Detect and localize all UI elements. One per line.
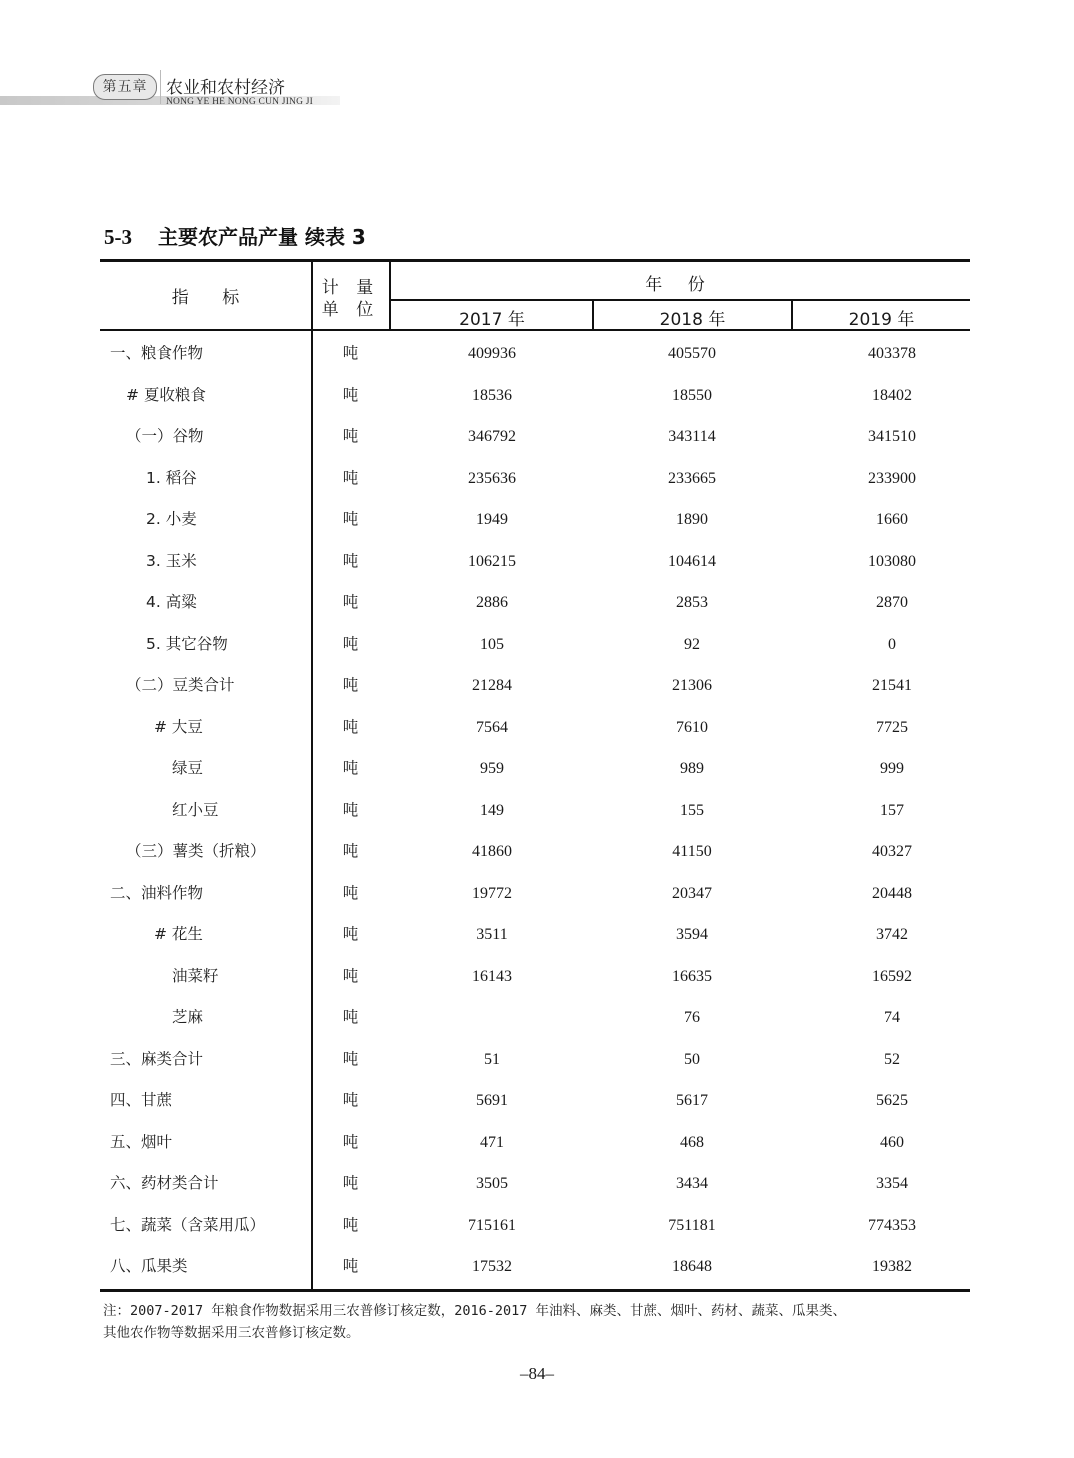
row-unit: 吨 <box>342 676 359 694</box>
row-indicator: 五、烟叶 <box>110 1132 173 1151</box>
row-unit: 吨 <box>342 883 359 902</box>
row-value: 16592 <box>872 967 912 985</box>
table-number: 5-3 <box>104 225 132 249</box>
row-unit: 吨 <box>342 593 359 611</box>
row-indicator: 2. 小麦 <box>146 510 197 528</box>
table-row <box>100 1039 970 1081</box>
table-row <box>100 914 970 956</box>
row-value: 3434 <box>676 1175 708 1192</box>
row-indicator: 六、药材类合计 <box>110 1174 219 1192</box>
row-indicator: 4. 高粱 <box>146 593 197 611</box>
table-row <box>100 707 970 749</box>
table-row <box>100 499 970 541</box>
row-value: 5625 <box>876 1092 908 1109</box>
row-value: 21541 <box>872 677 912 694</box>
row-value: 989 <box>680 760 704 777</box>
header-year-2019: 2019 年 <box>848 310 915 330</box>
row-value: 21284 <box>472 677 512 694</box>
row-value: 460 <box>880 1133 904 1151</box>
year-header-rule <box>390 299 970 301</box>
table-row <box>100 458 970 500</box>
header-year-2017: 2017 年 <box>459 310 525 330</box>
row-value: 18402 <box>872 386 912 404</box>
table-row <box>100 541 970 583</box>
chapter-subtitle: NONG YE HE NONG CUN JING JI <box>166 97 314 107</box>
row-value: 16635 <box>672 967 712 985</box>
table-note <box>103 1300 973 1344</box>
table-row <box>100 1163 970 1205</box>
row-value: 403378 <box>868 345 916 362</box>
row-value: 3354 <box>876 1175 908 1192</box>
row-unit: 吨 <box>342 468 359 487</box>
note-line-1: 注：2007-2017 年粮食作物数据采用三农普修订核定数，2016-2017 年油料、麻类、甘蔗、烟叶、药材、蔬菜、瓜果类、 <box>103 1303 847 1319</box>
header-year-group: 年 份 <box>645 275 715 295</box>
row-value: 409936 <box>468 345 516 362</box>
header-unit-line1: 计 量 <box>321 278 380 298</box>
row-value: 41150 <box>672 843 712 860</box>
table-row <box>100 1246 970 1288</box>
row-value: 18648 <box>672 1258 712 1275</box>
row-indicator: 绿豆 <box>172 759 204 777</box>
table-row <box>100 665 970 707</box>
row-indicator: 5. 其它谷物 <box>146 634 228 653</box>
row-unit: 吨 <box>342 842 359 860</box>
table-top-rule <box>100 259 970 262</box>
table-row <box>100 831 970 873</box>
row-value: 155 <box>680 801 704 819</box>
row-value: 3594 <box>676 926 708 943</box>
table-bottom-rule <box>100 1289 970 1292</box>
row-unit: 吨 <box>342 1008 359 1026</box>
row-value: 343114 <box>668 428 716 445</box>
header-unit <box>312 277 389 321</box>
row-unit: 吨 <box>342 634 359 653</box>
row-unit: 吨 <box>342 510 359 528</box>
row-indicator: # 大豆 <box>154 717 203 736</box>
row-value <box>392 997 592 1039</box>
header-divider <box>160 70 161 104</box>
row-unit: 吨 <box>342 344 359 362</box>
row-unit: 吨 <box>342 427 359 445</box>
table-row <box>100 873 970 915</box>
row-value: 715161 <box>468 1216 516 1234</box>
row-unit: 吨 <box>342 1049 359 1068</box>
row-value: 105 <box>480 635 504 653</box>
row-value: 2886 <box>476 594 508 611</box>
row-value: 751181 <box>668 1216 716 1234</box>
row-value: 0 <box>888 635 896 653</box>
row-unit: 吨 <box>342 966 359 985</box>
table-row <box>100 1122 970 1164</box>
row-value: 17532 <box>472 1258 512 1275</box>
row-value: 5691 <box>476 1092 508 1109</box>
table-row <box>100 582 970 624</box>
row-value: 20347 <box>672 884 712 902</box>
row-indicator: （三）薯类（折粮） <box>126 842 266 860</box>
row-indicator: 红小豆 <box>172 800 219 819</box>
table-row <box>100 1080 970 1122</box>
row-indicator: 四、甘蔗 <box>110 1091 173 1109</box>
row-value: 92 <box>684 635 700 653</box>
row-value: 106215 <box>468 552 516 570</box>
row-value: 959 <box>480 760 504 777</box>
page-number: –84– <box>520 1364 554 1383</box>
row-value: 7610 <box>676 718 708 736</box>
chapter-badge: 第五章 <box>93 74 157 100</box>
row-value: 471 <box>480 1133 504 1151</box>
row-value: 104614 <box>668 552 716 570</box>
row-value: 405570 <box>668 345 716 362</box>
row-value: 774353 <box>868 1216 916 1234</box>
row-value: 157 <box>880 801 904 819</box>
row-value: 7564 <box>476 718 508 736</box>
row-value: 50 <box>684 1050 700 1068</box>
row-value: 21306 <box>672 677 712 694</box>
table-row <box>100 375 970 417</box>
row-value: 41860 <box>472 843 512 860</box>
header-year-2018: 2018 年 <box>659 310 726 330</box>
row-value: 7725 <box>876 718 908 736</box>
row-value: 5617 <box>676 1092 708 1109</box>
row-value: 346792 <box>468 428 516 445</box>
row-unit: 吨 <box>342 717 359 736</box>
row-value: 1949 <box>476 511 508 528</box>
chapter-title: 农业和农村经济 <box>166 78 285 98</box>
note-line-2: 其他农作物等数据采用三农普修订核定数。 <box>103 1325 360 1341</box>
row-value: 74 <box>884 1009 900 1026</box>
row-indicator: # 花生 <box>154 925 203 943</box>
row-unit: 吨 <box>342 551 359 570</box>
row-value: 149 <box>480 801 504 819</box>
row-value: 468 <box>680 1133 704 1151</box>
row-value: 999 <box>880 760 904 777</box>
table-row <box>100 624 970 666</box>
row-value: 52 <box>884 1050 900 1068</box>
table-row <box>100 997 970 1039</box>
row-indicator: 1. 稻谷 <box>146 468 197 487</box>
table-title-text: 主要农产品产量 续表 3 <box>158 225 366 249</box>
table-row <box>100 1205 970 1247</box>
table-row <box>100 748 970 790</box>
row-unit: 吨 <box>342 1174 359 1192</box>
row-value: 235636 <box>468 469 516 487</box>
row-value: 18536 <box>472 386 512 404</box>
table-row <box>100 333 970 375</box>
row-value: 341510 <box>868 428 916 445</box>
row-indicator: 一、粮食作物 <box>110 344 204 362</box>
row-value: 103080 <box>868 552 916 570</box>
row-unit: 吨 <box>342 800 359 819</box>
row-indicator: （二）豆类合计 <box>126 676 235 694</box>
row-indicator: 三、麻类合计 <box>110 1049 204 1068</box>
table-row <box>100 416 970 458</box>
row-indicator: 芝麻 <box>172 1008 204 1026</box>
row-value: 19772 <box>472 884 512 902</box>
row-unit: 吨 <box>342 925 359 943</box>
row-indicator: 二、油料作物 <box>110 883 204 902</box>
header-unit-line2: 单 位 <box>321 300 380 320</box>
row-value: 3505 <box>476 1175 508 1192</box>
row-unit: 吨 <box>342 1132 359 1151</box>
row-indicator: 八、瓜果类 <box>110 1257 188 1275</box>
row-value: 2853 <box>676 594 708 611</box>
table-row <box>100 790 970 832</box>
row-unit: 吨 <box>342 1091 359 1109</box>
row-value: 233665 <box>668 469 716 487</box>
row-indicator: # 夏收粮食 <box>126 385 206 404</box>
row-value: 76 <box>684 1009 700 1026</box>
row-value: 19382 <box>872 1258 912 1275</box>
row-value: 3742 <box>876 926 908 943</box>
row-value: 3511 <box>476 926 508 943</box>
header-indicator: 指 标 <box>171 288 254 308</box>
row-unit: 吨 <box>342 385 359 404</box>
row-unit: 吨 <box>342 1257 359 1275</box>
row-value: 1890 <box>676 511 708 528</box>
row-value: 16143 <box>472 967 512 985</box>
row-value: 233900 <box>868 469 916 487</box>
table-title <box>104 221 366 250</box>
row-indicator: （一）谷物 <box>126 427 204 445</box>
row-value: 51 <box>484 1050 500 1068</box>
row-indicator: 3. 玉米 <box>146 551 197 570</box>
row-value: 1660 <box>876 511 908 528</box>
row-value: 40327 <box>872 843 912 860</box>
row-indicator: 七、蔬菜（含菜用瓜） <box>110 1215 266 1234</box>
row-unit: 吨 <box>342 759 359 777</box>
row-value: 18550 <box>672 386 712 404</box>
row-unit: 吨 <box>342 1215 359 1234</box>
row-value: 20448 <box>872 884 912 902</box>
row-value: 2870 <box>876 594 908 611</box>
row-indicator: 油菜籽 <box>172 966 219 985</box>
table-row <box>100 956 970 998</box>
